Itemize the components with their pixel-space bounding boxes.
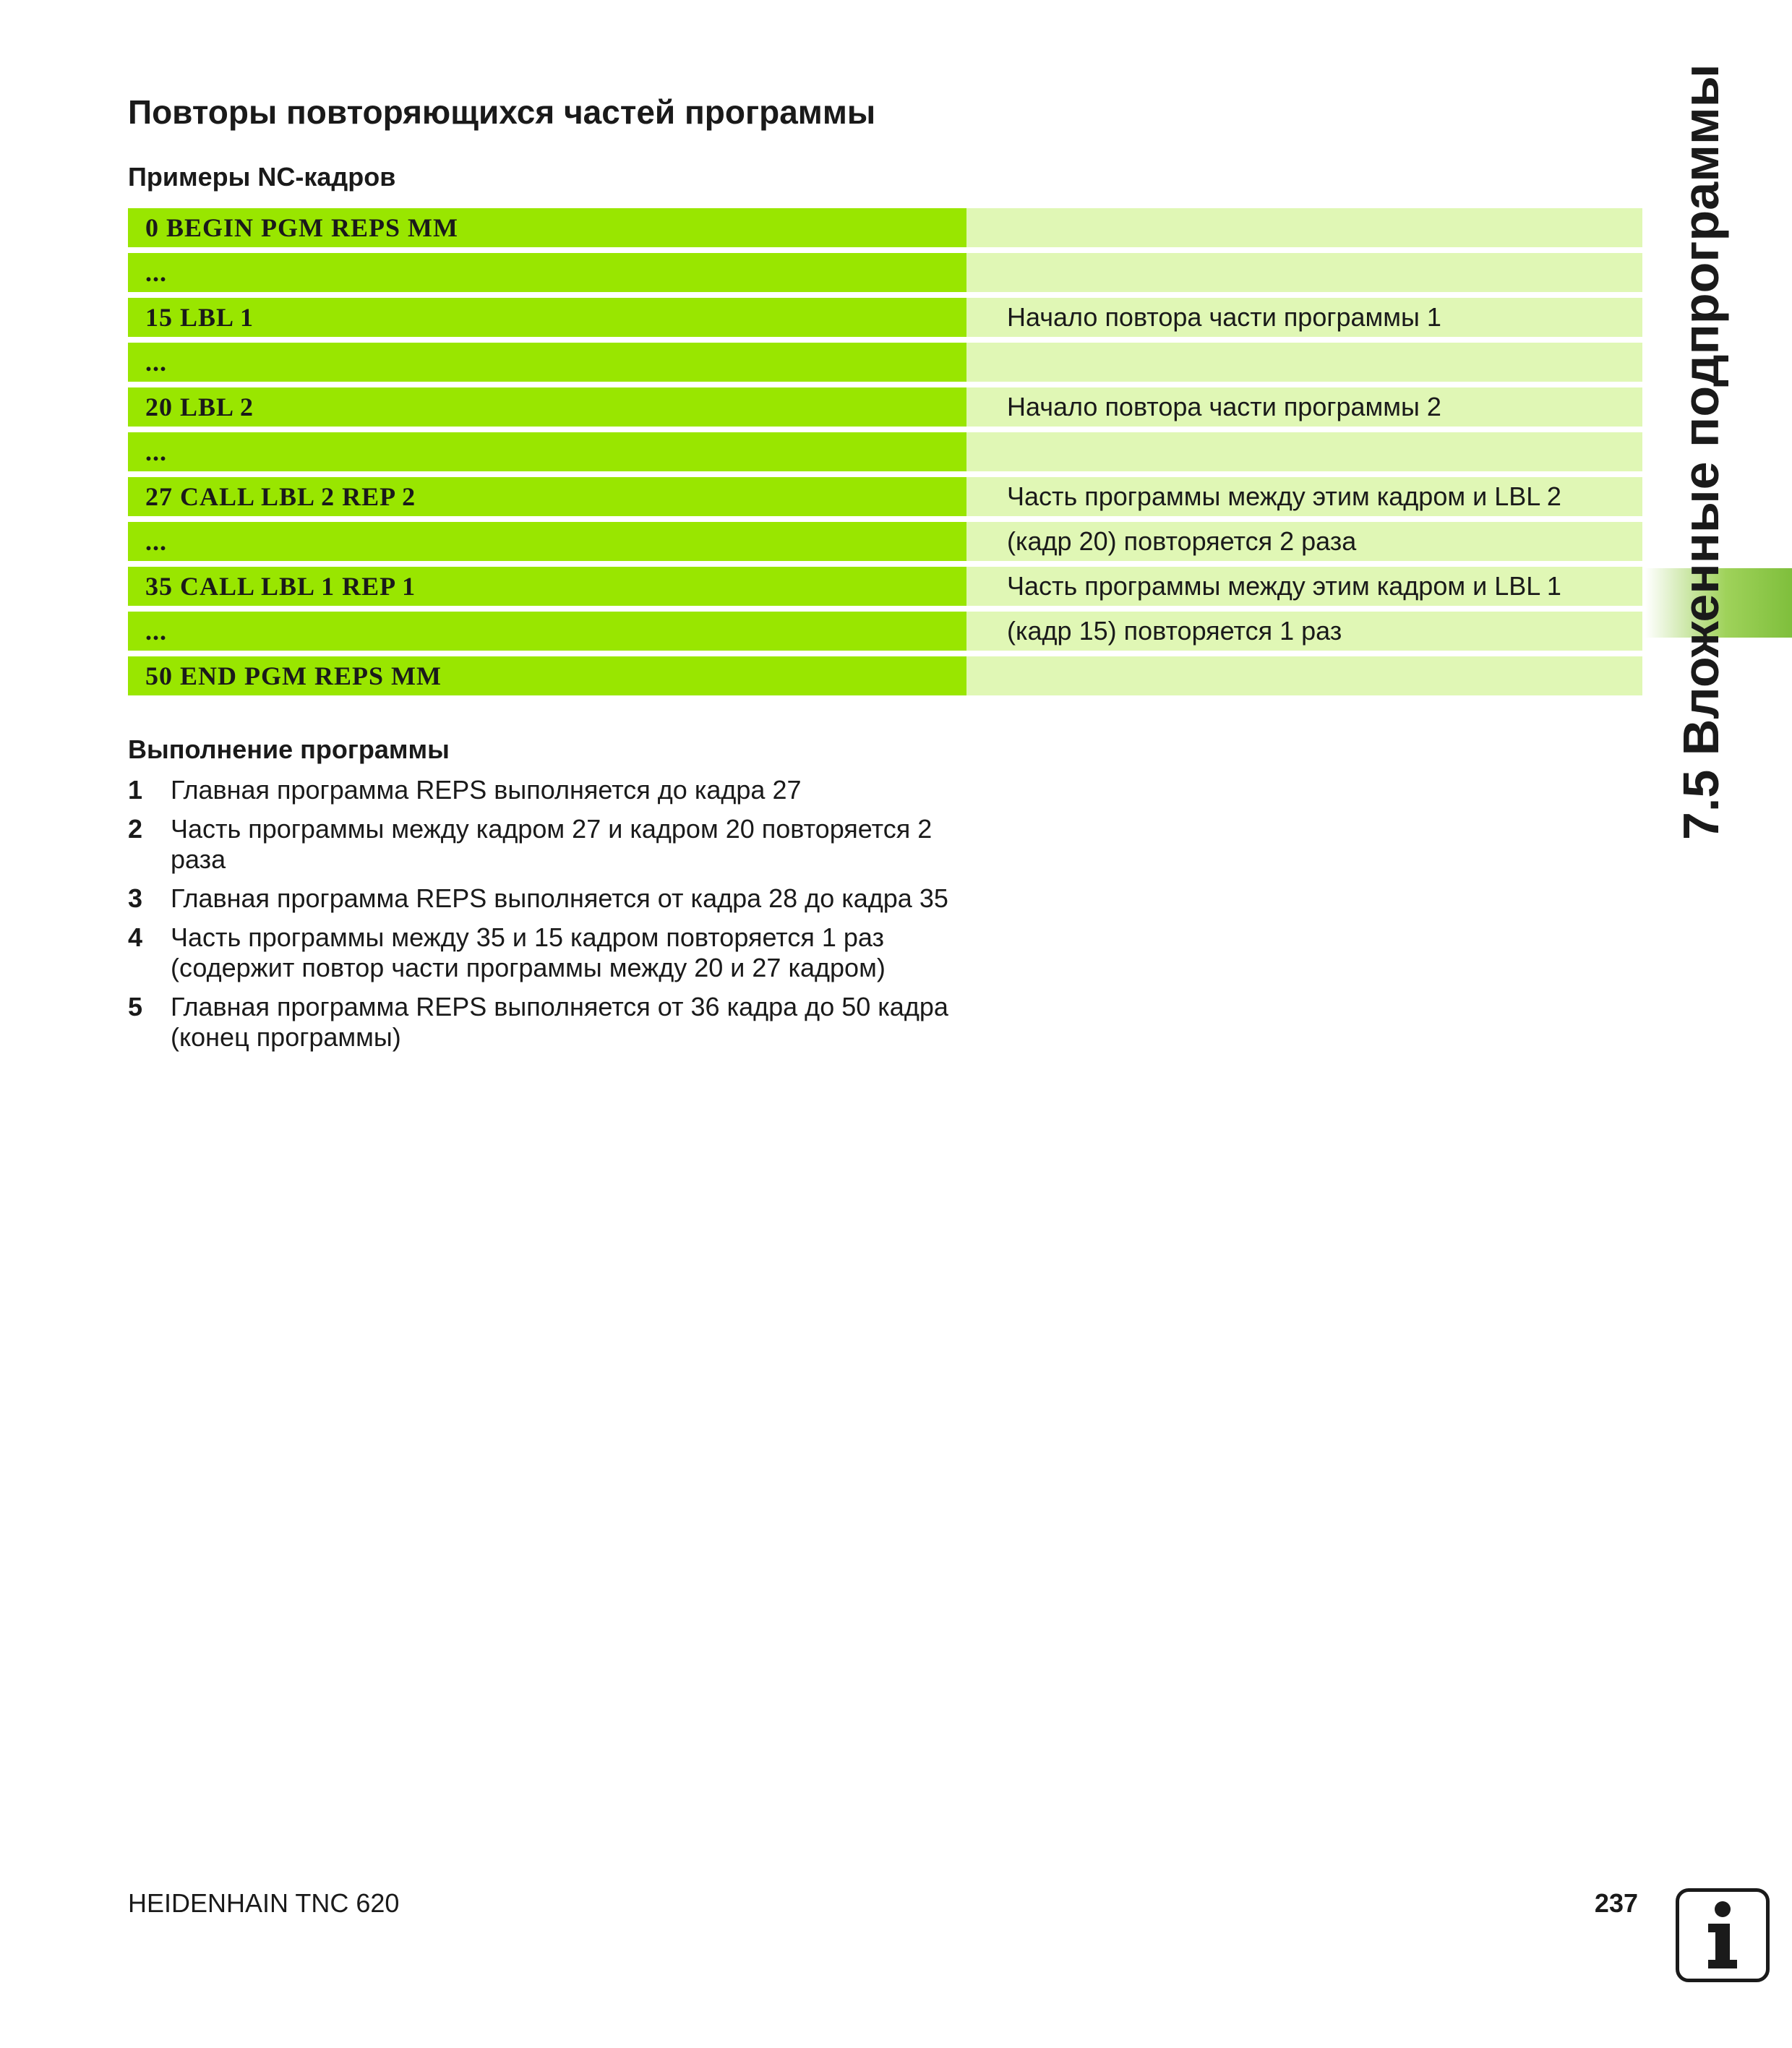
nc-row xyxy=(128,522,1642,561)
nc-code-cell: ... xyxy=(128,253,966,292)
step-text: Часть программы между 35 и 15 кадром повторяется 1 раз (содержит повтор части программы между 20 и 27 кадром) xyxy=(171,922,886,982)
step-number: 3 xyxy=(128,883,143,913)
list-item xyxy=(128,992,981,1053)
nc-comment-cell xyxy=(966,343,1642,382)
nc-code-cell: ... xyxy=(128,343,966,382)
nc-code-cell: 0 BEGIN PGM REPS MM xyxy=(128,208,966,247)
nc-comment-cell xyxy=(966,253,1642,292)
nc-row xyxy=(128,567,1642,606)
step-text: Часть программы между кадром 27 и кадром 20 повторяется 2 раза xyxy=(171,814,933,874)
nc-blocks-table xyxy=(128,208,1642,695)
nc-comment-cell: (кадр 15) повторяется 1 раз xyxy=(966,612,1642,651)
step-text: Главная программа REPS выполняется от 36 кадра до 50 кадра (конец программы) xyxy=(171,992,948,1052)
nc-comment-cell: Часть программы между этим кадром и LBL 1 xyxy=(966,567,1642,606)
execution-heading: Выполнение программы xyxy=(128,734,450,764)
step-number: 4 xyxy=(128,922,143,952)
nc-comment-cell xyxy=(966,432,1642,471)
nc-code-cell: 20 LBL 2 xyxy=(128,387,966,427)
nc-code-cell: ... xyxy=(128,432,966,471)
list-item xyxy=(128,814,981,875)
page-number: 237 xyxy=(1594,1888,1638,1918)
nc-code-cell: 27 CALL LBL 2 REP 2 xyxy=(128,477,966,516)
nc-row xyxy=(128,298,1642,337)
nc-row xyxy=(128,612,1642,651)
step-number: 2 xyxy=(128,814,143,844)
nc-row xyxy=(128,656,1642,695)
step-number: 1 xyxy=(128,775,143,805)
nc-row xyxy=(128,432,1642,471)
nc-examples-heading: Примеры NC-кадров xyxy=(128,162,396,192)
nc-comment-cell: Начало повтора части программы 2 xyxy=(966,387,1642,427)
nc-code-cell: ... xyxy=(128,612,966,651)
nc-comment-cell: Часть программы между этим кадром и LBL 2 xyxy=(966,477,1642,516)
nc-row xyxy=(128,208,1642,247)
nc-comment-cell: Начало повтора части программы 1 xyxy=(966,298,1642,337)
step-number: 5 xyxy=(128,992,143,1021)
nc-row xyxy=(128,253,1642,292)
nc-row xyxy=(128,387,1642,427)
step-text: Главная программа REPS выполняется от кадра 28 до кадра 35 xyxy=(171,883,948,913)
nc-code-cell: ... xyxy=(128,522,966,561)
info-icon xyxy=(1676,1888,1770,1982)
page-title: Повторы повторяющихся частей программы xyxy=(128,93,876,131)
execution-steps-list xyxy=(128,775,981,1061)
nc-comment-cell: (кадр 20) повторяется 2 раза xyxy=(966,522,1642,561)
list-item xyxy=(128,775,981,805)
list-item xyxy=(128,922,981,983)
info-glyph xyxy=(1679,1892,1766,1979)
nc-code-cell: 50 END PGM REPS MM xyxy=(128,656,966,695)
chapter-title: 7.5 Вложенные подпрограммы xyxy=(1673,64,1729,840)
nc-comment-cell xyxy=(966,208,1642,247)
nc-row xyxy=(128,477,1642,516)
nc-code-cell: 15 LBL 1 xyxy=(128,298,966,337)
nc-code-cell: 35 CALL LBL 1 REP 1 xyxy=(128,567,966,606)
step-text: Главная программа REPS выполняется до кадра 27 xyxy=(171,775,802,805)
footer-product: HEIDENHAIN TNC 620 xyxy=(128,1888,400,1918)
nc-row xyxy=(128,343,1642,382)
list-item xyxy=(128,883,981,914)
nc-comment-cell xyxy=(966,656,1642,695)
